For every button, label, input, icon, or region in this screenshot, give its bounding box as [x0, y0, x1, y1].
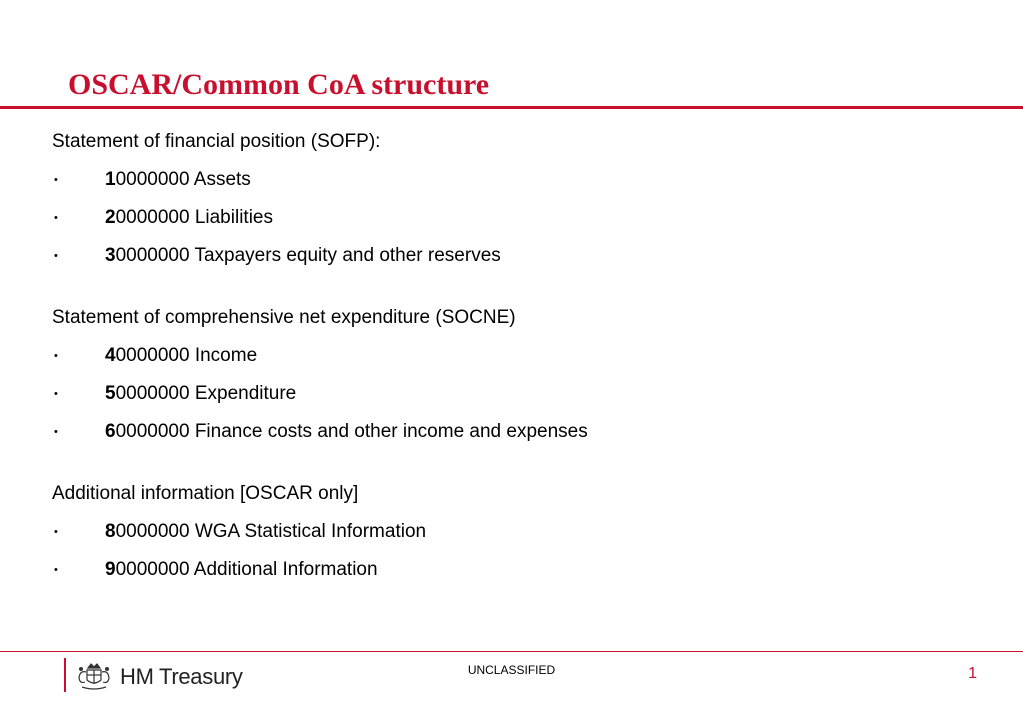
list-item: [52, 344, 992, 368]
bullet: •: [54, 564, 58, 576]
bullet: •: [54, 526, 58, 538]
bullet: •: [54, 212, 58, 224]
hm-treasury-logo-text: HM Treasury: [120, 664, 243, 689]
title-divider: [0, 106, 1023, 109]
bullet: •: [54, 250, 58, 262]
section-additional: [52, 482, 992, 582]
item-text: [105, 382, 296, 406]
classification-label: UNCLASSIFIED: [467, 663, 556, 677]
code-digit: 8: [105, 521, 116, 542]
section-heading: Additional information [OSCAR only]: [52, 483, 359, 504]
list-item: [52, 168, 992, 192]
section-heading: Statement of financial position (SOFP):: [52, 131, 381, 152]
code-label: 0000000 Liabilities: [115, 207, 273, 228]
slide-title: OSCAR/Common CoA structure: [68, 68, 490, 101]
code-label: 0000000 Finance costs and other income and expenses: [115, 421, 588, 442]
code-digit: 1: [105, 169, 116, 190]
list-item: [52, 420, 992, 444]
item-text: [105, 520, 426, 544]
item-text: [105, 244, 501, 268]
code-label: 0000000 Income: [115, 345, 258, 366]
code-label: 0000000 Additional Information: [115, 559, 378, 580]
code-digit: 9: [105, 559, 116, 580]
page-number: 1: [968, 665, 977, 682]
code-digit: 4: [105, 345, 116, 366]
footer-divider: [0, 651, 1023, 652]
list-item: [52, 558, 992, 582]
code-label: 0000000 Taxpayers equity and other reserves: [115, 245, 501, 266]
code-label: 0000000 Assets: [115, 169, 251, 190]
item-text: [105, 344, 257, 368]
bullet: •: [54, 426, 58, 438]
code-digit: 5: [105, 383, 116, 404]
bullet: •: [54, 174, 58, 186]
code-digit: 3: [105, 245, 116, 266]
bullet: •: [54, 350, 58, 362]
list-item: [52, 382, 992, 406]
code-digit: 6: [105, 421, 116, 442]
slide-content: [52, 130, 992, 620]
section-socne: [52, 306, 992, 444]
item-text: [105, 558, 378, 582]
item-text: [105, 168, 251, 192]
section-heading: Statement of comprehensive net expenditure (SOCNE): [52, 307, 516, 328]
list-item: [52, 206, 992, 230]
item-text: [105, 420, 588, 444]
code-label: 0000000 Expenditure: [115, 383, 297, 404]
code-label: 0000000 WGA Statistical Information: [115, 521, 427, 542]
list-item: [52, 244, 992, 268]
bullet: •: [54, 388, 58, 400]
item-text: [105, 206, 273, 230]
code-digit: 2: [105, 207, 116, 228]
section-sofp: [52, 130, 992, 268]
list-item: [52, 520, 992, 544]
